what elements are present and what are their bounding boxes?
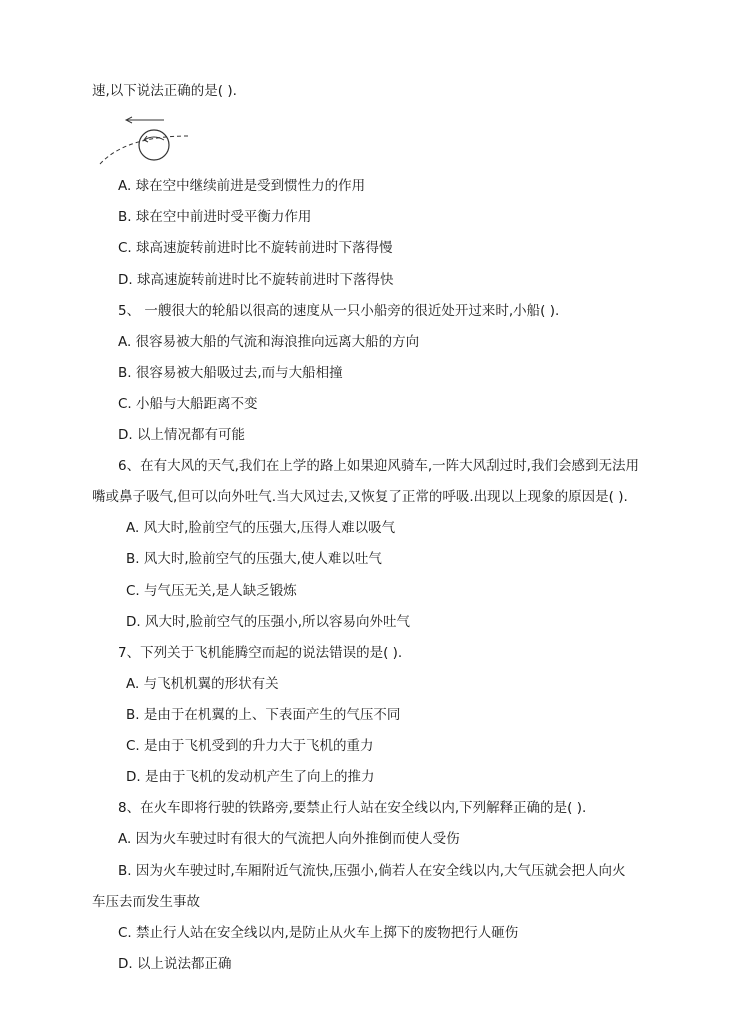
option-d: D. 以上说法都正确 xyxy=(118,956,232,972)
option-c: C. 与气压无关,是人缺乏锻炼 xyxy=(126,583,297,599)
option-d: D. 以上情况都有可能 xyxy=(118,427,245,443)
option-b: B. 球在空中前进时受平衡力作用 xyxy=(118,209,312,225)
question-6-continued: 嘴或鼻子吸气,但可以向外吐气.当大风过去,又恢复了正常的呼吸.出现以上现象的原因是( ). xyxy=(92,489,628,505)
option-b: B. 很容易被大船吸过去,而与大船相撞 xyxy=(118,365,343,381)
option-d: D. 球高速旋转前进时比不旋转前进时下落得快 xyxy=(118,272,394,288)
option-b-continued: 车压去而发生事故 xyxy=(92,894,200,910)
question-7: 7、下列关于飞机能腾空而起的说法错误的是( ). xyxy=(118,645,403,661)
option-a: A. 与飞机机翼的形状有关 xyxy=(126,676,279,692)
option-c: C. 球高速旋转前进时比不旋转前进时下落得慢 xyxy=(118,240,393,256)
option-a: A. 因为火车驶过时有很大的气流把人向外推倒而使人受伤 xyxy=(118,831,460,847)
question-5: 5、 一艘很大的轮船以很高的速度从一只小船旁的很近处开过来时,小船( ). xyxy=(118,303,560,319)
option-a: A. 风大时,脸前空气的压强大,压得人难以吸气 xyxy=(126,520,396,536)
option-b: B. 因为火车驶过时,车厢附近气流快,压强小,倘若人在安全线以内,大气压就会把人向火 xyxy=(118,863,626,879)
option-c: C. 是由于飞机受到的升力大于飞机的重力 xyxy=(126,738,374,754)
option-c: C. 禁止行人站在安全线以内,是防止从火车上掷下的废物把行人砸伤 xyxy=(118,925,519,941)
option-c: C. 小船与大船距离不变 xyxy=(118,396,258,412)
question-8: 8、在火车即将行驶的铁路旁,要禁止行人站在安全线以内,下列解释正确的是( ). xyxy=(118,800,587,816)
option-d: D. 风大时,脸前空气的压强小,所以容易向外吐气 xyxy=(126,614,411,630)
option-b: B. 风大时,脸前空气的压强大,使人难以吐气 xyxy=(126,551,382,567)
option-a: A. 球在空中继续前进是受到惯性力的作用 xyxy=(118,178,366,194)
option-a: A. 很容易被大船的气流和海浪推向远离大船的方向 xyxy=(118,334,420,350)
spinning-ball-figure xyxy=(96,112,188,168)
question-stem-tail: 速,以下说法正确的是( ). xyxy=(92,83,237,99)
option-b: B. 是由于在机翼的上、下表面产生的气压不同 xyxy=(126,707,401,723)
question-6: 6、在有大风的天气,我们在上学的路上如果迎风骑车,一阵大风刮过时,我们会感到无法用 xyxy=(118,458,639,474)
option-d: D. 是由于飞机的发动机产生了向上的推力 xyxy=(126,769,375,785)
